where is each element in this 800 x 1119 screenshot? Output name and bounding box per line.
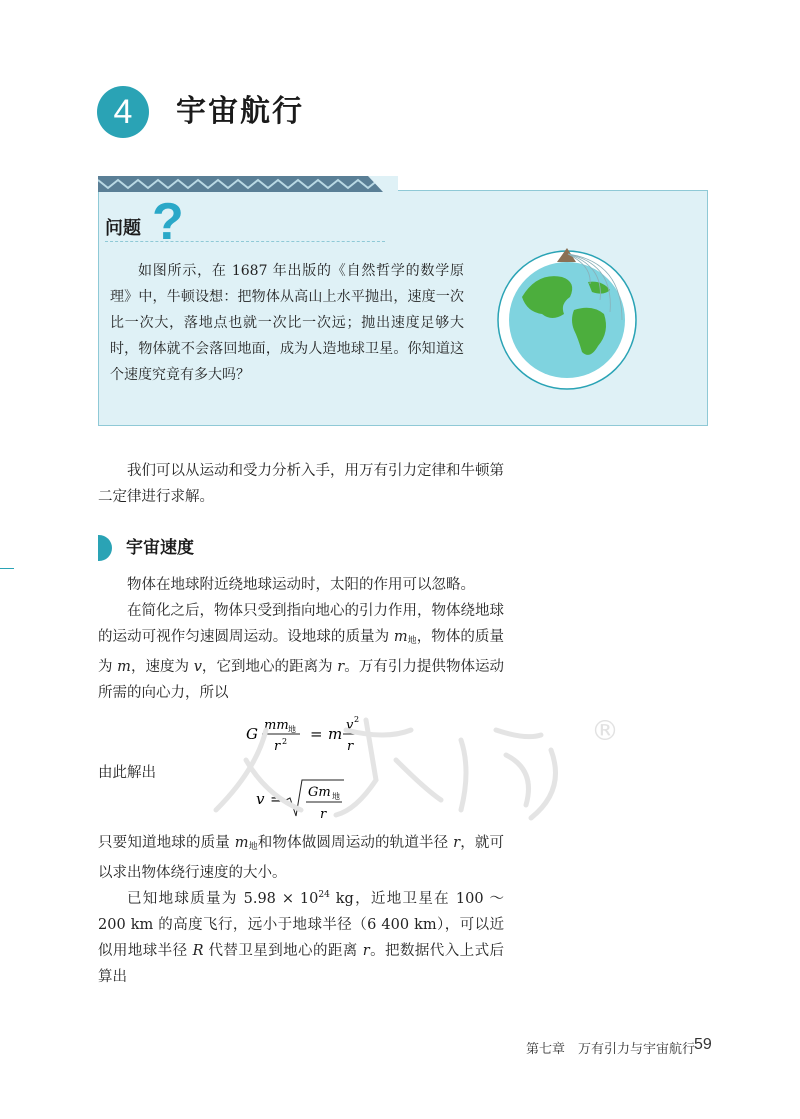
solve-line: 由此解出	[98, 765, 156, 781]
svg-text:r: r	[320, 807, 327, 822]
intro-paragraph: 我们可以从运动和受力分析入手，用万有引力定律和牛顿第二定律进行求解。	[98, 463, 504, 505]
paragraph-2: 在简化之后，物体只受到指向地心的引力作用，物体绕地球的运动可视作匀速圆周运动。设地球的质量为 $m_地$，物体的质量为 m，速度为 v，它到地心的距离为 r。万有引力提供物体运动所需的向心力，所以	[98, 603, 505, 701]
svg-text:=: =	[310, 725, 323, 743]
section-number-badge: 4	[97, 86, 149, 138]
svg-text:v: v	[256, 790, 265, 808]
svg-text:r: r	[274, 739, 281, 754]
svg-text:G: G	[246, 725, 258, 743]
section-title: 宇宙航行	[176, 94, 304, 129]
publisher-watermark-logo	[196, 700, 626, 830]
zigzag-pattern-decoration	[98, 176, 398, 192]
svg-text:2: 2	[282, 737, 288, 746]
subsection-marker	[98, 535, 112, 561]
svg-text:Gm: Gm	[308, 785, 331, 800]
earth-orbit-illustration	[492, 242, 642, 392]
paragraph-1: 物体在地球附近绕地球运动时，太阳的作用可以忽略。	[127, 577, 475, 593]
svg-text:®: ®	[591, 714, 619, 747]
question-text: 如图所示，在 1687 年出版的《自然哲学的数学原理》中，牛顿设想：把物体从高山上水平抛出，速度一次比一次大，落地点也就一次比一次远；抛出速度足够大时，物体就不会落回地面，成为人造地球卫星。你知道这个速度究竟有多大吗？	[110, 263, 464, 383]
question-mark-icon: ?	[152, 193, 184, 251]
svg-text:地: 地	[332, 792, 340, 801]
chapter-footer: 第七章 万有引力与宇宙航行	[526, 1042, 696, 1057]
svg-text:地: 地	[288, 725, 296, 734]
paragraph-3: 只要知道地球的质量 $m_地$和物体做圆周运动的轨道半径 r，就可以求出物体绕行速度的大小。	[98, 835, 505, 881]
paragraph-4: 已知地球质量为 $5.98 \times 10^{24}$ kg，近地卫星在 100 ～ 200 km 的高度飞行，远小于地球半径（6 400 km），可以近似用地球半径 R 代替卫星到地心的距离 r。把数据代入上式后算出	[98, 890, 504, 985]
svg-text:m: m	[328, 725, 343, 743]
margin-mark	[0, 568, 14, 569]
question-label: 问题	[105, 218, 141, 239]
svg-text:v: v	[346, 718, 354, 733]
svg-text:r: r	[347, 739, 354, 754]
page-number: 59	[694, 1036, 712, 1053]
svg-text:mm: mm	[264, 718, 289, 733]
svg-text:2: 2	[354, 715, 360, 724]
svg-text:=: =	[270, 790, 283, 808]
subsection-title: 宇宙速度	[126, 538, 194, 558]
question-divider	[105, 241, 385, 242]
